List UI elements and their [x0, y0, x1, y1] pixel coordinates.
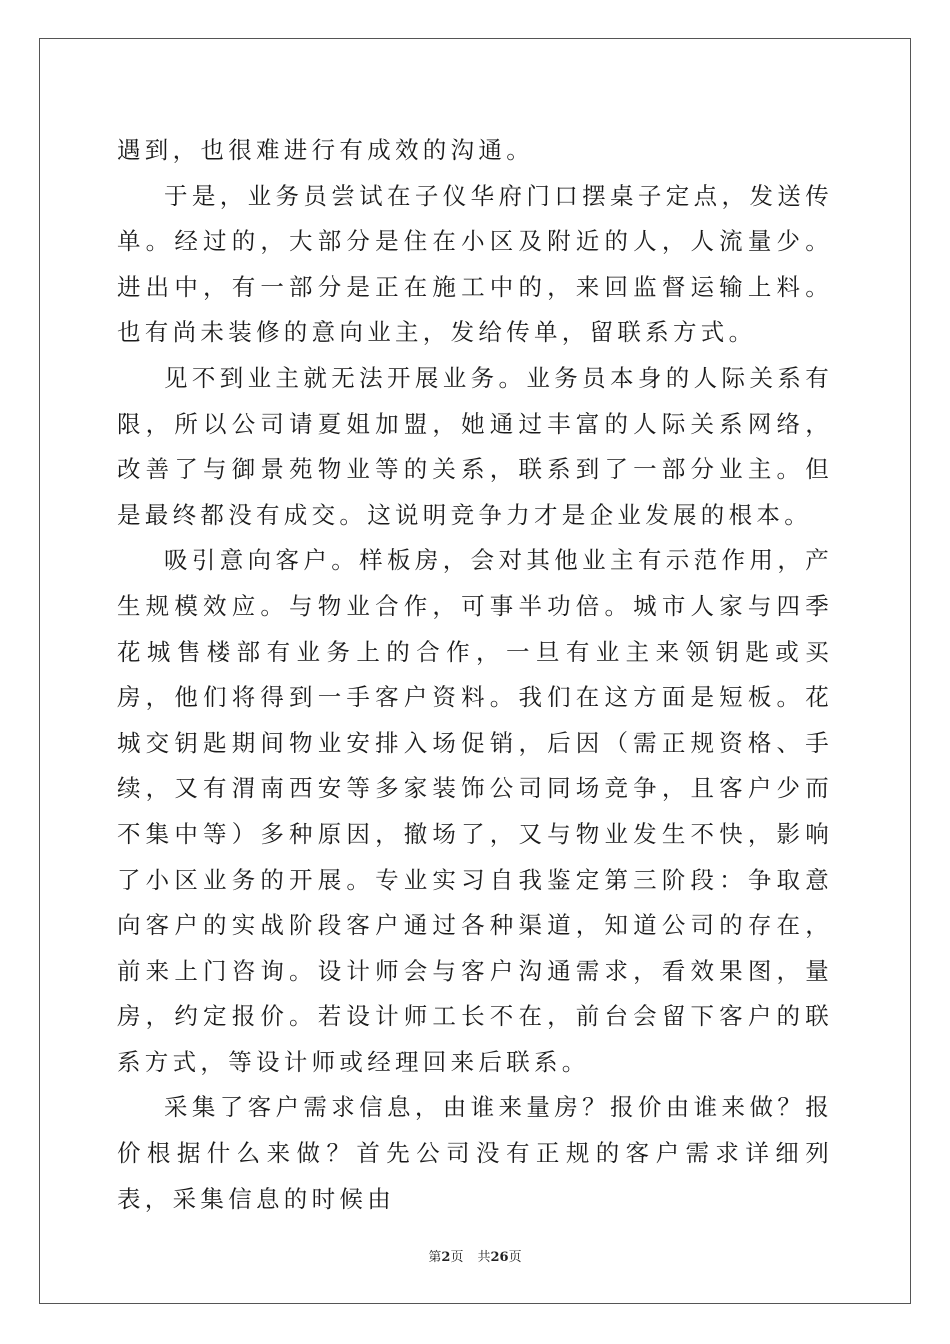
- paragraph: 采集了客户需求信息，由谁来量房？报价由谁来做？报价根据什么来做？首先公司没有正规的客户需求详细列表，采集信息的时候由: [117, 1093, 833, 1213]
- footer-total-prefix: 共: [477, 1250, 491, 1265]
- footer-page-suffix: 页: [450, 1250, 464, 1265]
- page-footer: [0, 1246, 950, 1265]
- paragraph-continuation: 遇到，也很难进行有成效的沟通。: [117, 136, 534, 164]
- paragraph: 见不到业主就无法开展业务。业务员本身的人际关系有限，所以公司请夏姐加盟，她通过丰富的人际关系网络，改善了与御景苑物业等的关系，联系到了一部分业主。但是最终都没有成交。这说明竞争力才是企业发展的根本。: [117, 363, 833, 529]
- total-pages-number: 26: [490, 1250, 509, 1265]
- paragraph: 于是，业务员尝试在子仪华府门口摆桌子定点，发送传单。经过的，大部分是住在小区及附近的人，人流量少。进出中，有一部分是正在施工中的，来回监督运输上料。也有尚未装修的意向业主，发给传单，留联系方式。: [117, 181, 833, 347]
- current-page-number: 2: [441, 1250, 451, 1265]
- paragraph: 吸引意向客户。样板房，会对其他业主有示范作用，产生规模效应。与物业合作，可事半功倍。城市人家与四季花城售楼部有业务上的合作，一旦有业主来领钥匙或买房，他们将得到一手客户资料。我们在这方面是短板。花城交钥匙期间物业安排入场促销，后因（需正规资格、手续，又有渭南西安等多家装饰公司同场竞争，且客户少而不集中等）多种原因，撤场了，又与物业发生不快，影响了小区业务的开展。专业实习自我鉴定第三阶段：争取意向客户的实战阶段客户通过各种渠道，知道公司的存在，前来上门咨询。设计师会与客户沟通需求，看效果图，量房，约定报价。若设计师工长不在，前台会留下客户的联系方式，等设计师或经理回来后联系。: [117, 546, 833, 1076]
- document-body: [117, 128, 833, 1222]
- footer-total-suffix: 页: [508, 1250, 522, 1265]
- footer-prefix: 第: [428, 1250, 442, 1265]
